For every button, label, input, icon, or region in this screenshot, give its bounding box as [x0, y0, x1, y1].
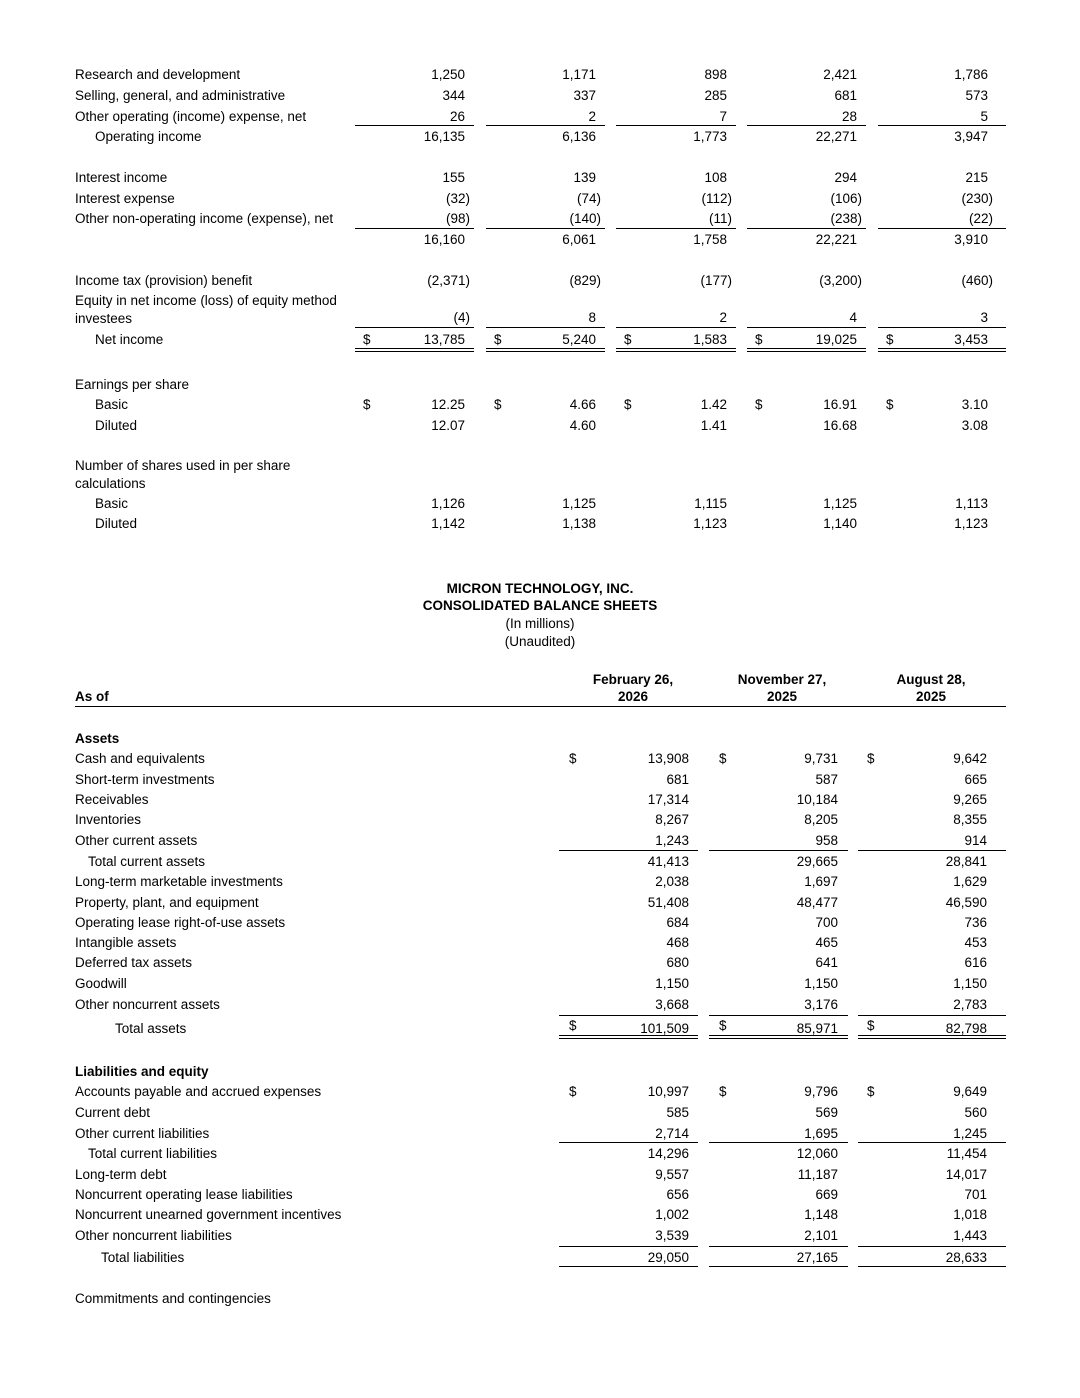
row-label: Other noncurrent liabilities [75, 1228, 232, 1243]
row-label: Current debt [75, 1105, 151, 1120]
value-cell: 2,421 [823, 67, 857, 82]
value-cell: 26 [449, 109, 465, 124]
value-cell: 1,629 [953, 874, 987, 889]
subtotal-rule [616, 327, 736, 328]
value-cell: 46,590 [945, 895, 987, 910]
value-cell: 41,413 [647, 854, 689, 869]
subtotal-rule [616, 228, 736, 229]
value-cell: 1.41 [700, 418, 727, 433]
subtotal-rule [858, 1015, 1006, 1016]
value-cell: 958 [815, 833, 838, 848]
value-cell: 1,002 [655, 1207, 689, 1222]
value-cell: 656 [666, 1187, 689, 1202]
row-label: Diluted [95, 418, 138, 433]
total-double-rule [858, 1035, 1006, 1039]
value-cell: 573 [965, 88, 988, 103]
value-cell: 569 [815, 1105, 838, 1120]
currency-symbol: $ [867, 1018, 875, 1033]
row-label: Noncurrent unearned government incentives [75, 1207, 342, 1222]
value-cell: 1,697 [804, 874, 838, 889]
value-cell: 22,221 [815, 232, 857, 247]
value-cell: 155 [442, 170, 465, 185]
section-heading: Number of shares used in per share [75, 458, 291, 473]
value-cell: 1,142 [431, 516, 465, 531]
total-double-rule [709, 1035, 848, 1039]
value-cell: 1,125 [823, 496, 857, 511]
total-rule [858, 1266, 1006, 1267]
value-cell: 1,123 [693, 516, 727, 531]
value-cell: 11,454 [946, 1146, 987, 1161]
total-double-rule [878, 348, 1006, 352]
value-cell: 337 [573, 88, 596, 103]
row-label: Property, plant, and equipment [75, 895, 259, 910]
value-cell: 3,947 [954, 129, 988, 144]
currency-symbol: $ [494, 332, 502, 347]
row-label: Income tax (provision) benefit [75, 273, 253, 288]
subtotal-rule [559, 850, 698, 851]
currency-symbol: $ [755, 332, 763, 347]
value-cell: 1,126 [431, 496, 465, 511]
column-header: 2025 [915, 689, 947, 704]
subtotal-rule [747, 125, 866, 126]
column-header: 2026 [617, 689, 649, 704]
value-cell: 898 [704, 67, 727, 82]
column-header: 2025 [766, 689, 798, 704]
value-cell: 3,176 [804, 997, 838, 1012]
total-double-rule [559, 1035, 698, 1039]
value-cell: (2,371) [427, 273, 470, 288]
value-cell: (4) [453, 310, 470, 325]
value-cell: 12,060 [796, 1146, 838, 1161]
total-double-rule [486, 348, 605, 352]
value-cell: 3.08 [961, 418, 988, 433]
value-cell: (140) [569, 211, 601, 226]
value-cell: 585 [666, 1105, 689, 1120]
value-cell: 13,908 [647, 751, 689, 766]
value-cell: 6,136 [562, 129, 596, 144]
value-cell: 641 [815, 955, 838, 970]
value-cell: 29,050 [647, 1250, 689, 1265]
row-label: Interest expense [75, 191, 175, 206]
value-cell: 1,150 [655, 976, 689, 991]
value-cell: 2 [719, 310, 727, 325]
currency-symbol: $ [867, 751, 875, 766]
value-cell: 2,038 [655, 874, 689, 889]
value-cell: (460) [961, 273, 993, 288]
subtotal-rule [355, 327, 474, 328]
total-double-rule [355, 348, 474, 352]
value-cell: 1,443 [953, 1228, 987, 1243]
subtotal-rule [559, 1142, 698, 1143]
value-cell: 2,714 [655, 1126, 689, 1141]
value-cell: 51,408 [647, 895, 689, 910]
section-heading: calculations [75, 476, 146, 491]
currency-symbol: $ [494, 397, 502, 412]
value-cell: 17,314 [647, 792, 689, 807]
value-cell: 1,171 [562, 67, 596, 82]
value-cell: 1,695 [804, 1126, 838, 1141]
row-label: Total assets [115, 1021, 187, 1036]
subtotal-rule [747, 228, 866, 229]
value-cell: 560 [964, 1105, 987, 1120]
value-cell: 16,135 [423, 129, 465, 144]
value-cell: 3.10 [961, 397, 988, 412]
value-cell: 215 [965, 170, 988, 185]
row-label: Diluted [95, 516, 138, 531]
value-cell: 684 [666, 915, 689, 930]
row-label: Total current liabilities [88, 1146, 218, 1161]
row-label: Total current assets [88, 854, 206, 869]
row-label: Intangible assets [75, 935, 177, 950]
value-cell: 22,271 [815, 129, 857, 144]
value-cell: 681 [666, 772, 689, 787]
value-cell: 11,187 [797, 1167, 838, 1182]
value-cell: 294 [834, 170, 857, 185]
value-cell: 1,245 [953, 1126, 987, 1141]
statement-title: CONSOLIDATED BALANCE SHEETS [422, 598, 658, 613]
value-cell: 914 [964, 833, 987, 848]
value-cell: 8,267 [655, 812, 689, 827]
row-label: Other noncurrent assets [75, 997, 220, 1012]
value-cell: 465 [815, 935, 838, 950]
value-cell: 4.66 [569, 397, 596, 412]
row-label: Goodwill [75, 976, 127, 991]
value-cell: 1,148 [804, 1207, 838, 1222]
value-cell: 28 [841, 109, 857, 124]
value-cell: 1,786 [954, 67, 988, 82]
column-header: November 27, [737, 672, 827, 687]
currency-symbol: $ [363, 332, 371, 347]
value-cell: 701 [964, 1187, 987, 1202]
subtotal-rule [559, 1246, 698, 1247]
subtotal-rule [486, 125, 605, 126]
value-cell: (98) [445, 211, 470, 226]
value-cell: 3,453 [954, 332, 988, 347]
value-cell: 28,841 [945, 854, 987, 869]
total-rule [559, 1266, 698, 1267]
total-double-rule [747, 348, 866, 352]
column-header: August 28, [896, 672, 966, 687]
value-cell: 27,165 [796, 1250, 838, 1265]
value-cell: 19,025 [815, 332, 857, 347]
total-double-rule [616, 348, 736, 352]
row-label: Long-term marketable investments [75, 874, 283, 889]
subtotal-rule [709, 1015, 848, 1016]
value-cell: 8,205 [804, 812, 838, 827]
value-cell: 85,971 [796, 1021, 838, 1036]
row-label: Short-term investments [75, 772, 215, 787]
value-cell: 2,101 [804, 1228, 838, 1243]
value-cell: 10,997 [647, 1084, 689, 1099]
row-label: Net income [95, 332, 164, 347]
column-header: February 26, [592, 672, 674, 687]
currency-symbol: $ [719, 1084, 727, 1099]
value-cell: 12.25 [431, 397, 465, 412]
subtotal-rule [616, 125, 736, 126]
value-cell: 9,265 [953, 792, 987, 807]
row-label: Other current liabilities [75, 1126, 210, 1141]
value-cell: 3,910 [954, 232, 988, 247]
value-cell: 9,796 [804, 1084, 838, 1099]
value-cell: 1,018 [953, 1207, 987, 1222]
currency-symbol: $ [755, 397, 763, 412]
subtotal-rule [355, 228, 474, 229]
value-cell: 1,243 [655, 833, 689, 848]
value-cell: 1,583 [693, 332, 727, 347]
value-cell: 665 [964, 772, 987, 787]
currency-symbol: $ [719, 751, 727, 766]
value-cell: 1,758 [693, 232, 727, 247]
currency-symbol: $ [886, 397, 894, 412]
company-name: MICRON TECHNOLOGY, INC. [446, 581, 634, 596]
subtotal-rule [355, 125, 474, 126]
row-label: Long-term debt [75, 1167, 167, 1182]
row-label: Selling, general, and administrative [75, 88, 286, 103]
row-label: Total liabilities [101, 1250, 185, 1265]
row-label: Cash and equivalents [75, 751, 205, 766]
subtotal-rule [858, 1246, 1006, 1247]
currency-symbol: $ [719, 1018, 727, 1033]
value-cell: 139 [573, 170, 596, 185]
row-label: Other current assets [75, 833, 198, 848]
value-cell: 1,250 [431, 67, 465, 82]
row-label: Accounts payable and accrued expenses [75, 1084, 322, 1099]
value-cell: 16.68 [823, 418, 857, 433]
value-cell: 2,783 [953, 997, 987, 1012]
value-cell: 48,477 [796, 895, 838, 910]
value-cell: (74) [576, 191, 601, 206]
units-note: (In millions) [505, 616, 575, 631]
value-cell: 16,160 [423, 232, 465, 247]
value-cell: 587 [815, 772, 838, 787]
row-label: Operating lease right-of-use assets [75, 915, 286, 930]
as-of-label: As of [75, 689, 109, 704]
value-cell: 3,539 [655, 1228, 689, 1243]
value-cell: 1,125 [562, 496, 596, 511]
value-cell: 9,649 [953, 1084, 987, 1099]
value-cell: 1,773 [693, 129, 727, 144]
subtotal-rule [709, 1142, 848, 1143]
subtotal-rule [878, 125, 1006, 126]
value-cell: 7 [719, 109, 727, 124]
value-cell: (112) [701, 191, 732, 206]
value-cell: 8 [588, 310, 596, 325]
value-cell: 681 [834, 88, 857, 103]
value-cell: 1.42 [700, 397, 727, 412]
subtotal-rule [878, 327, 1006, 328]
value-cell: 700 [815, 915, 838, 930]
value-cell: 1,138 [562, 516, 596, 531]
row-label: Interest income [75, 170, 168, 185]
row-label: Research and development [75, 67, 241, 82]
row-label: Basic [95, 496, 129, 511]
section-heading: Liabilities and equity [75, 1064, 209, 1079]
commitments-label: Commitments and contingencies [75, 1291, 271, 1306]
value-cell: 1,115 [694, 496, 727, 511]
total-rule [709, 1266, 848, 1267]
value-cell: 5,240 [562, 332, 596, 347]
value-cell: 1,150 [953, 976, 987, 991]
value-cell: 28,633 [945, 1250, 987, 1265]
row-label: Other non-operating income (expense), net [75, 211, 334, 226]
value-cell: 82,798 [945, 1021, 987, 1036]
value-cell: 13,785 [423, 332, 465, 347]
value-cell: (22) [968, 211, 993, 226]
value-cell: (177) [700, 273, 732, 288]
value-cell: 680 [666, 955, 689, 970]
value-cell: 9,557 [655, 1167, 689, 1182]
value-cell: 1,150 [804, 976, 838, 991]
value-cell: (230) [961, 191, 993, 206]
currency-symbol: $ [867, 1084, 875, 1099]
value-cell: 14,296 [647, 1146, 689, 1161]
value-cell: 16.91 [823, 397, 857, 412]
value-cell: 8,355 [953, 812, 987, 827]
value-cell: 1,113 [955, 496, 988, 511]
value-cell: 14,017 [945, 1167, 987, 1182]
value-cell: (106) [830, 191, 862, 206]
value-cell: 285 [704, 88, 727, 103]
row-label: Receivables [75, 792, 149, 807]
subtotal-rule [486, 228, 605, 229]
value-cell: 29,665 [796, 854, 838, 869]
currency-symbol: $ [569, 751, 577, 766]
currency-symbol: $ [624, 332, 632, 347]
value-cell: 9,642 [953, 751, 987, 766]
value-cell: 669 [815, 1187, 838, 1202]
value-cell: 453 [964, 935, 987, 950]
value-cell: 3,668 [655, 997, 689, 1012]
currency-symbol: $ [569, 1018, 577, 1033]
value-cell: 468 [666, 935, 689, 950]
value-cell: 1,123 [954, 516, 988, 531]
value-cell: 3 [980, 310, 988, 325]
value-cell: (32) [445, 191, 470, 206]
section-heading: Assets [75, 731, 120, 746]
currency-symbol: $ [569, 1084, 577, 1099]
currency-symbol: $ [886, 332, 894, 347]
row-label: investees [75, 311, 133, 326]
value-cell: 2 [588, 109, 596, 124]
value-cell: 5 [980, 109, 988, 124]
row-label: Inventories [75, 812, 142, 827]
subtotal-rule [747, 327, 866, 328]
subtotal-rule [709, 1246, 848, 1247]
value-cell: 9,731 [804, 751, 838, 766]
value-cell: 736 [964, 915, 987, 930]
audit-status: (Unaudited) [504, 634, 576, 649]
row-label: Equity in net income (loss) of equity method [75, 293, 337, 308]
value-cell: 344 [442, 88, 465, 103]
row-label: Noncurrent operating lease liabilities [75, 1187, 293, 1202]
subtotal-rule [709, 850, 848, 851]
header-rule [75, 706, 1006, 707]
subtotal-rule [858, 850, 1006, 851]
value-cell: (829) [569, 273, 601, 288]
value-cell: 1,140 [823, 516, 857, 531]
currency-symbol: $ [363, 397, 371, 412]
value-cell: 4.60 [569, 418, 596, 433]
row-label: Deferred tax assets [75, 955, 193, 970]
value-cell: 10,184 [796, 792, 838, 807]
value-cell: (238) [830, 211, 862, 226]
subtotal-rule [878, 228, 1006, 229]
value-cell: (11) [708, 211, 732, 226]
value-cell: 101,509 [640, 1021, 689, 1036]
currency-symbol: $ [624, 397, 632, 412]
value-cell: (3,200) [819, 273, 862, 288]
row-label: Basic [95, 397, 129, 412]
row-label: Other operating (income) expense, net [75, 109, 307, 124]
value-cell: 4 [849, 310, 857, 325]
subtotal-rule [858, 1142, 1006, 1143]
subtotal-rule [559, 1015, 698, 1016]
value-cell: 108 [704, 170, 727, 185]
subtotal-rule [486, 327, 605, 328]
value-cell: 616 [964, 955, 987, 970]
value-cell: 6,061 [562, 232, 596, 247]
row-label: Operating income [95, 129, 202, 144]
value-cell: 12.07 [431, 418, 465, 433]
section-heading: Earnings per share [75, 377, 190, 392]
